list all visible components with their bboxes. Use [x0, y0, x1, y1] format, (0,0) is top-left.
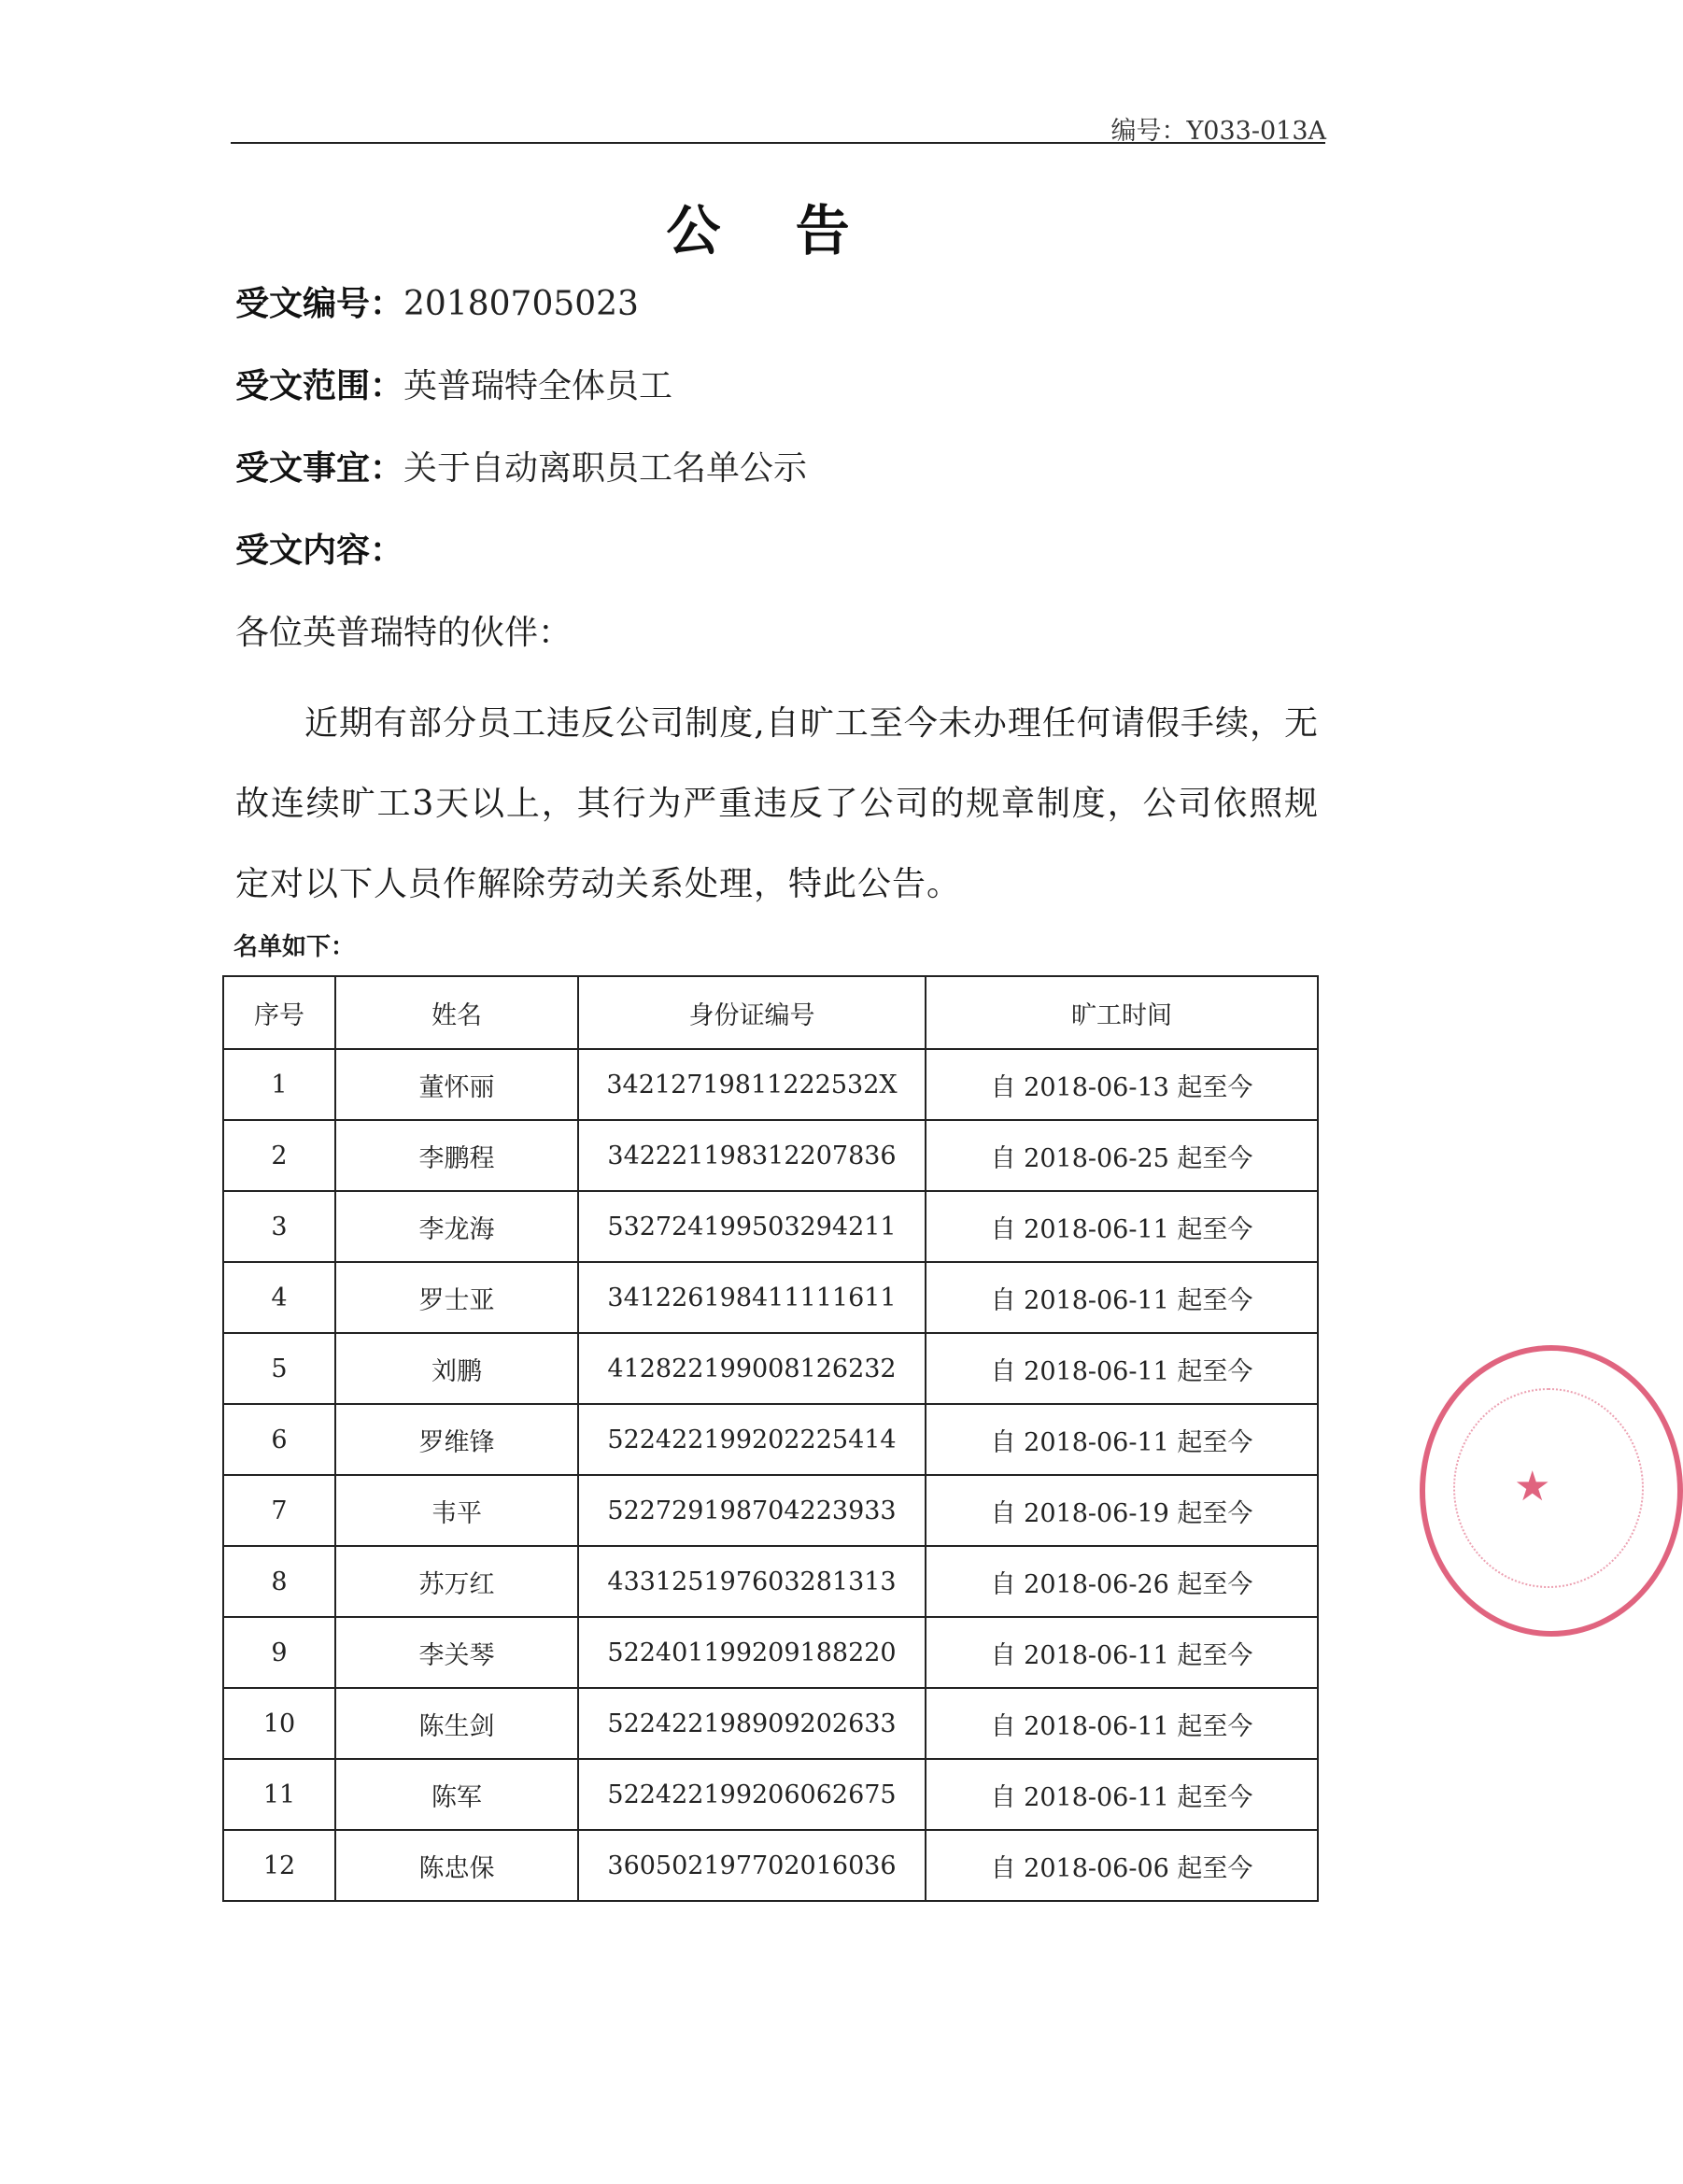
cell-name: 李鹏程 — [335, 1120, 578, 1191]
cell-name: 苏万红 — [335, 1546, 578, 1617]
salutation: 各位英普瑞特的伙伴： — [235, 614, 573, 652]
cell-id: 342221198312207836 — [578, 1120, 926, 1191]
cell-name: 罗士亚 — [335, 1262, 578, 1333]
staff-table — [222, 975, 1319, 1902]
header-rule — [231, 142, 1325, 144]
cell-id: 341226198411111611 — [578, 1262, 926, 1333]
cell-name: 陈生剑 — [335, 1688, 578, 1759]
cell-no: 5 — [223, 1333, 335, 1404]
star-icon: ★ — [1514, 1463, 1551, 1510]
cell-id: 522401199209188220 — [578, 1617, 926, 1688]
meta-line-scope — [235, 361, 672, 413]
cell-name: 刘鹏 — [335, 1333, 578, 1404]
cell-no: 1 — [223, 1049, 335, 1120]
cell-time: 自 2018-06-11 起至今 — [926, 1617, 1318, 1688]
cell-id: 532724199503294211 — [578, 1191, 926, 1262]
cell-id: 34212719811222532X — [578, 1049, 926, 1120]
cell-id: 522729198704223933 — [578, 1475, 926, 1546]
cell-time: 自 2018-06-11 起至今 — [926, 1262, 1318, 1333]
cell-id: 433125197603281313 — [578, 1546, 926, 1617]
table-row — [223, 1617, 1318, 1688]
cell-time: 自 2018-06-11 起至今 — [926, 1688, 1318, 1759]
page-title: 公 告 — [666, 199, 878, 262]
cell-id: 522422199206062675 — [578, 1759, 926, 1830]
meta-label: 受文范围： — [235, 367, 404, 405]
cell-no: 12 — [223, 1830, 335, 1901]
meta-value: 英普瑞特全体员工 — [403, 367, 673, 405]
cell-no: 4 — [223, 1262, 335, 1333]
cell-time: 自 2018-06-26 起至今 — [926, 1546, 1318, 1617]
meta-label: 受文编号： — [235, 285, 404, 323]
meta-label: 受文事宜： — [235, 449, 404, 488]
list-heading: 名单如下： — [233, 933, 356, 961]
document-number: 编号：Y033-013A — [1110, 117, 1326, 146]
cell-no: 2 — [223, 1120, 335, 1191]
table-row — [223, 1191, 1318, 1262]
table-row — [223, 1759, 1318, 1830]
header-cell-id: 身份证编号 — [578, 976, 926, 1049]
cell-no: 9 — [223, 1617, 335, 1688]
table-row — [223, 1120, 1318, 1191]
meta-value: 20180705023 — [403, 285, 639, 323]
header-cell-name: 姓名 — [335, 976, 578, 1049]
company-seal — [1420, 1345, 1683, 1637]
cell-name: 韦平 — [335, 1475, 578, 1546]
meta-line-doc-number — [235, 278, 639, 331]
cell-id: 522422198909202633 — [578, 1688, 926, 1759]
cell-no: 7 — [223, 1475, 335, 1546]
table-row — [223, 1049, 1318, 1120]
table-header-row — [223, 976, 1318, 1049]
cell-time: 自 2018-06-11 起至今 — [926, 1191, 1318, 1262]
cell-id: 522422199202225414 — [578, 1404, 926, 1475]
cell-time: 自 2018-06-25 起至今 — [926, 1120, 1318, 1191]
cell-name: 陈忠保 — [335, 1830, 578, 1901]
cell-name: 李龙海 — [335, 1191, 578, 1262]
table-row — [223, 1333, 1318, 1404]
table-row — [223, 1475, 1318, 1546]
cell-name: 董怀丽 — [335, 1049, 578, 1120]
cell-id: 412822199008126232 — [578, 1333, 926, 1404]
cell-time: 自 2018-06-19 起至今 — [926, 1475, 1318, 1546]
cell-time: 自 2018-06-11 起至今 — [926, 1404, 1318, 1475]
table-row — [223, 1262, 1318, 1333]
meta-line-content — [235, 525, 403, 577]
header-cell-no: 序号 — [223, 976, 335, 1049]
meta-label: 受文内容： — [235, 532, 404, 570]
cell-time: 自 2018-06-11 起至今 — [926, 1333, 1318, 1404]
table-row — [223, 1688, 1318, 1759]
table-row — [223, 1404, 1318, 1475]
cell-name: 陈军 — [335, 1759, 578, 1830]
header-cell-time: 旷工时间 — [926, 976, 1318, 1049]
cell-no: 8 — [223, 1546, 335, 1617]
cell-no: 6 — [223, 1404, 335, 1475]
cell-time: 自 2018-06-11 起至今 — [926, 1759, 1318, 1830]
cell-id: 360502197702016036 — [578, 1830, 926, 1901]
table-row — [223, 1830, 1318, 1901]
cell-no: 11 — [223, 1759, 335, 1830]
table-row — [223, 1546, 1318, 1617]
meta-line-subject — [235, 443, 807, 495]
cell-time: 自 2018-06-13 起至今 — [926, 1049, 1318, 1120]
cell-no: 10 — [223, 1688, 335, 1759]
body-paragraph: 近期有部分员工违反公司制度,自旷工至今未办理任何请假手续，无故连续旷工3天以上，其行为严重违反了公司的规章制度，公司依照规定对以下人员作解除劳动关系处理，特此公告。 — [235, 704, 1319, 903]
cell-time: 自 2018-06-06 起至今 — [926, 1830, 1318, 1901]
cell-name: 李关琴 — [335, 1617, 578, 1688]
cell-name: 罗维锋 — [335, 1404, 578, 1475]
meta-value: 关于自动离职员工名单公示 — [403, 449, 808, 488]
cell-no: 3 — [223, 1191, 335, 1262]
staff-table-body — [223, 1049, 1318, 1901]
